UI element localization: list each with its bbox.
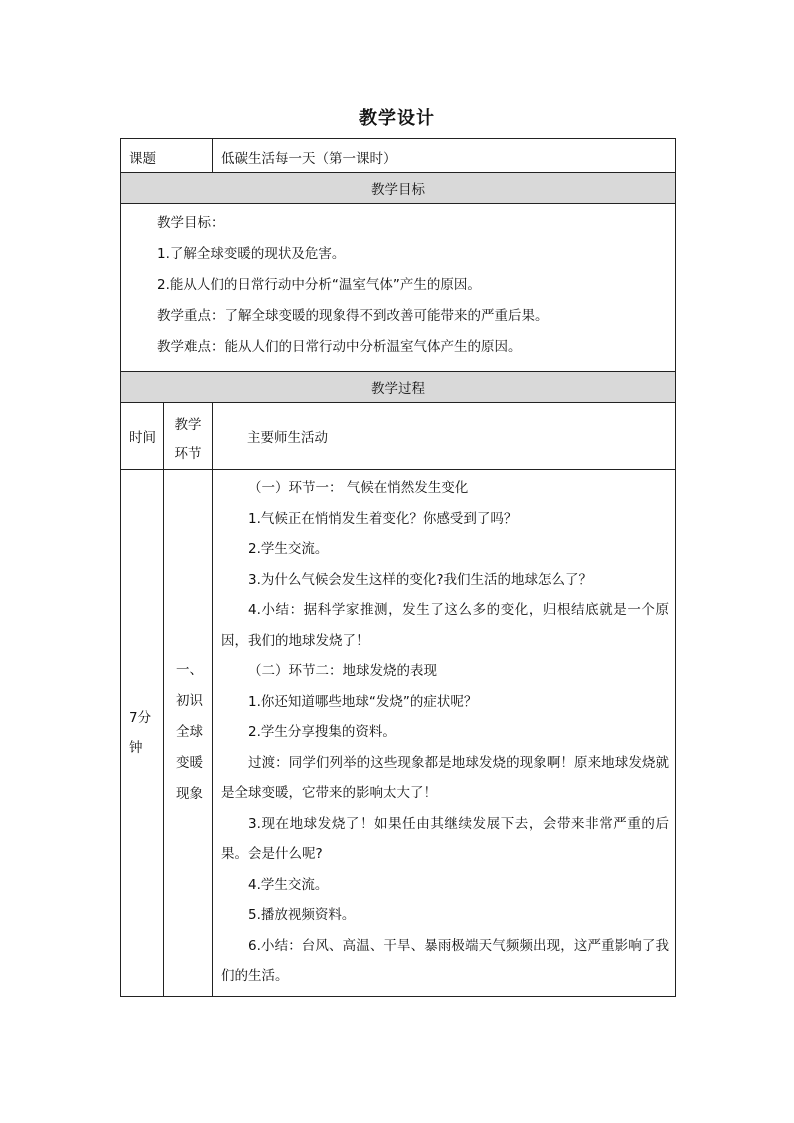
activity-paragraph: 3.为什么气候会发生这样的变化?我们生活的地球怎么了？ [248, 571, 593, 588]
stage-cell [164, 470, 213, 997]
topic-label: 课题 [121, 139, 213, 173]
goals-line: 教学重点：了解全球变暖的现象得不到改善可能带来的严重后果。 [157, 308, 549, 324]
document-title: 教学设计 [359, 108, 435, 129]
activity-paragraph: 2.学生交流。 [248, 541, 329, 557]
goals-line: 教学目标： [157, 215, 225, 231]
activity-paragraph: 3.现在地球发烧了！如果任由其继续发展下去，会带来非常严重的后果。会是什么呢? [221, 815, 669, 862]
stage-header-line: 教学 [174, 417, 202, 433]
goals-line: 教学难点：能从人们的日常行动中分析温室气体产生的原因。 [157, 339, 522, 355]
process-row [121, 470, 676, 997]
stage-line: 全球 [176, 724, 203, 741]
time-header: 时间 [121, 403, 164, 470]
activity-paragraph: （一）环节一： 气候在悄然发生变化 [248, 480, 469, 496]
activity-paragraph: 5.播放视频资料。 [248, 907, 356, 923]
process-header-row [121, 372, 676, 403]
stage-header-line: 环节 [174, 446, 202, 462]
activity-paragraph: 过渡：同学们列举的这些现象都是地球发烧的现象啊！原来地球发烧就是全球变暖，它带来的影响太大了！ [221, 754, 669, 801]
activities-cell [213, 470, 676, 997]
goals-header-row [121, 173, 676, 204]
stage-line: 变暖 [176, 755, 203, 772]
activity-header: 主要师生活动 [213, 403, 676, 470]
activity-paragraph: 4.小结：据科学家推测，发生了这么多的变化，归根结底就是一个原因，我们的地球发烧了！ [221, 602, 669, 649]
time-cell [121, 470, 164, 997]
activity-paragraph: （二）环节二：地球发烧的表现 [248, 663, 437, 679]
goals-line: 1.了解全球变暖的现状及危害。 [157, 246, 346, 262]
activity-paragraph: 1.你还知道哪些地球“发烧”的症状呢？ [248, 693, 478, 710]
goals-row [121, 204, 676, 372]
activity-paragraph: 2.学生分享搜集的资料。 [248, 724, 396, 740]
activity-paragraph: 6.小结：台风、高温、干旱、暴雨极端天气频频出现，这严重影响了我们的生活。 [221, 937, 669, 984]
goals-section-header: 教学目标 [121, 173, 676, 204]
stage-line: 一、 [176, 662, 203, 679]
activity-paragraph: 4.学生交流。 [248, 876, 329, 893]
process-section-header: 教学过程 [121, 372, 676, 403]
goals-line: 2.能从人们的日常行动中分析“温室气体”产生的原因。 [157, 277, 481, 293]
stage-header [164, 403, 213, 470]
topic-value: 低碳生活每一天（第一课时） [213, 139, 676, 173]
time-line: 7分 [129, 709, 152, 726]
goals-content [121, 204, 676, 372]
time-line: 钟 [129, 739, 143, 756]
lesson-plan-table [120, 138, 676, 997]
topic-row [121, 139, 676, 173]
stage-line: 初识 [176, 693, 203, 710]
activity-paragraph: 1.气候正在悄悄发生着变化？你感受到了吗？ [248, 510, 518, 527]
column-header-row [121, 403, 676, 470]
stage-line: 现象 [176, 786, 203, 803]
